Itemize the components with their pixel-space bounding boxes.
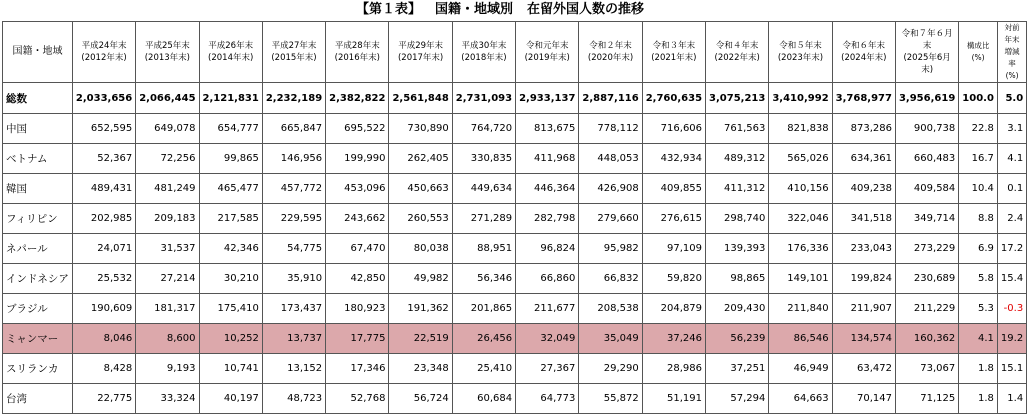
- year-era-label: 平成26年末: [208, 41, 254, 51]
- table-title: [0, 0, 1000, 20]
- table-number: 【第１表】: [355, 2, 421, 17]
- population-cell: 450,663: [389, 174, 452, 204]
- population-cell: 208,538: [579, 294, 642, 324]
- population-cell: 67,470: [326, 234, 389, 264]
- year-era-label: 平成25年末: [144, 41, 190, 51]
- population-cell: 873,286: [832, 114, 895, 144]
- population-cell: 217,585: [199, 204, 262, 234]
- share-cell: 22.8: [959, 114, 998, 144]
- year-header: [199, 22, 262, 83]
- population-cell: 29,290: [579, 354, 642, 384]
- share-cell: 6.9: [959, 234, 998, 264]
- population-cell: 96,824: [516, 234, 579, 264]
- population-cell: 42,346: [199, 234, 262, 264]
- population-cell: 10,252: [199, 324, 262, 354]
- population-cell: 2,760,635: [642, 83, 705, 114]
- year-ad-label: (2013年末): [144, 53, 190, 63]
- population-cell: 411,312: [706, 174, 769, 204]
- population-cell: 33,324: [136, 384, 199, 414]
- country-name: ミャンマー: [3, 324, 73, 354]
- year-header: [136, 22, 199, 83]
- year-ad-label: (2012年末): [81, 53, 127, 63]
- population-cell: 54,775: [262, 234, 325, 264]
- year-header: [706, 22, 769, 83]
- population-cell: 453,096: [326, 174, 389, 204]
- population-cell: 8,428: [72, 354, 135, 384]
- population-cell: 649,078: [136, 114, 199, 144]
- population-cell: 262,405: [389, 144, 452, 174]
- population-cell: 176,336: [769, 234, 832, 264]
- population-cell: 8,046: [72, 324, 135, 354]
- population-cell: 821,838: [769, 114, 832, 144]
- country-name: 総数: [3, 83, 73, 114]
- share-header-line: (%): [971, 53, 985, 62]
- population-cell: 13,152: [262, 354, 325, 384]
- share-cell: 5.8: [959, 264, 998, 294]
- population-cell: 202,985: [72, 204, 135, 234]
- year-header: [452, 22, 515, 83]
- country-name: ベトナム: [3, 144, 73, 174]
- year-ad-label: (2019年末): [524, 53, 570, 63]
- year-era-label: 平成27年末: [271, 41, 317, 51]
- population-cell: 260,553: [389, 204, 452, 234]
- population-cell: 349,714: [895, 204, 958, 234]
- population-cell: 70,147: [832, 384, 895, 414]
- population-cell: 2,933,137: [516, 83, 579, 114]
- growth-cell: 0.1: [997, 174, 1026, 204]
- population-cell: 410,156: [769, 174, 832, 204]
- population-cell: 64,773: [516, 384, 579, 414]
- population-cell: 2,561,848: [389, 83, 452, 114]
- population-cell: 199,824: [832, 264, 895, 294]
- population-cell: 72,256: [136, 144, 199, 174]
- growth-cell: 17.2: [997, 234, 1026, 264]
- population-cell: 273,229: [895, 234, 958, 264]
- population-cell: 3,075,213: [706, 83, 769, 114]
- population-cell: 27,214: [136, 264, 199, 294]
- population-cell: 146,956: [262, 144, 325, 174]
- population-cell: 233,043: [832, 234, 895, 264]
- total-row: [3, 83, 1027, 114]
- population-cell: 175,410: [199, 294, 262, 324]
- population-cell: 173,437: [262, 294, 325, 324]
- share-cell: 10.4: [959, 174, 998, 204]
- table-subject: 国籍・地域別: [434, 2, 513, 17]
- growth-cell: 2.4: [997, 204, 1026, 234]
- population-cell: 409,855: [642, 174, 705, 204]
- population-cell: 22,775: [72, 384, 135, 414]
- population-cell: 37,251: [706, 354, 769, 384]
- population-cell: 730,890: [389, 114, 452, 144]
- population-cell: 25,410: [452, 354, 515, 384]
- year-era-label: 令和２年末: [589, 41, 632, 51]
- population-cell: 3,410,992: [769, 83, 832, 114]
- year-era-label: 令和３年末: [652, 41, 696, 51]
- population-cell: 230,689: [895, 264, 958, 294]
- population-cell: 71,125: [895, 384, 958, 414]
- population-cell: 32,049: [516, 324, 579, 354]
- population-cell: 2,066,445: [136, 83, 199, 114]
- population-cell: 23,348: [389, 354, 452, 384]
- population-cell: 276,615: [642, 204, 705, 234]
- table-row: [3, 174, 1027, 204]
- population-cell: 63,472: [832, 354, 895, 384]
- population-cell: 56,239: [706, 324, 769, 354]
- country-name: スリランカ: [3, 354, 73, 384]
- population-cell: 446,364: [516, 174, 579, 204]
- table-row: [3, 384, 1027, 414]
- population-cell: 17,775: [326, 324, 389, 354]
- population-cell: 489,431: [72, 174, 135, 204]
- population-cell: 59,820: [642, 264, 705, 294]
- population-cell: 52,367: [72, 144, 135, 174]
- population-cell: 35,049: [579, 324, 642, 354]
- population-cell: 57,294: [706, 384, 769, 414]
- population-cell: 634,361: [832, 144, 895, 174]
- table-row: [3, 234, 1027, 264]
- population-cell: 24,071: [72, 234, 135, 264]
- year-header: [389, 22, 452, 83]
- population-cell: 27,367: [516, 354, 579, 384]
- year-header: [579, 22, 642, 83]
- table-row: [3, 294, 1027, 324]
- growth-cell: 3.1: [997, 114, 1026, 144]
- country-name: 韓国: [3, 174, 73, 204]
- share-cell: 1.8: [959, 354, 998, 384]
- population-cell: 25,532: [72, 264, 135, 294]
- share-cell: 1.8: [959, 384, 998, 414]
- population-cell: 60,684: [452, 384, 515, 414]
- population-cell: 139,393: [706, 234, 769, 264]
- population-cell: 199,990: [326, 144, 389, 174]
- population-cell: 2,731,093: [452, 83, 515, 114]
- population-cell: 37,246: [642, 324, 705, 354]
- year-ad-label: (2021年末): [651, 53, 697, 63]
- year-header: [262, 22, 325, 83]
- growth-cell: -0.3: [997, 294, 1026, 324]
- year-header: [642, 22, 705, 83]
- population-cell: 26,456: [452, 324, 515, 354]
- population-cell: 2,382,822: [326, 83, 389, 114]
- region-header: 国籍・地域: [3, 22, 73, 83]
- share-cell: 5.3: [959, 294, 998, 324]
- country-name: フィリピン: [3, 204, 73, 234]
- population-cell: 2,121,831: [199, 83, 262, 114]
- population-cell: 30,210: [199, 264, 262, 294]
- country-name: 中国: [3, 114, 73, 144]
- population-cell: 465,477: [199, 174, 262, 204]
- population-cell: 73,067: [895, 354, 958, 384]
- table-heading: 在留外国人数の推移: [527, 2, 645, 17]
- population-cell: 98,865: [706, 264, 769, 294]
- year-ad-label: (2020年末): [587, 53, 634, 63]
- population-cell: 160,362: [895, 324, 958, 354]
- year-ad-label: (2016年末): [334, 53, 380, 63]
- population-cell: 279,660: [579, 204, 642, 234]
- population-cell: 409,584: [895, 174, 958, 204]
- population-cell: 2,033,656: [72, 83, 135, 114]
- growth-cell: 5.0: [997, 83, 1026, 114]
- table-row: [3, 264, 1027, 294]
- share-header: [959, 22, 998, 83]
- table-row: [3, 144, 1027, 174]
- population-cell: 211,907: [832, 294, 895, 324]
- population-cell: 665,847: [262, 114, 325, 144]
- year-era-label: 平成29年末: [398, 41, 444, 51]
- population-cell: 432,934: [642, 144, 705, 174]
- year-ad-label: (2025年6月末): [903, 53, 951, 75]
- population-cell: 3,768,977: [832, 83, 895, 114]
- population-cell: 341,518: [832, 204, 895, 234]
- population-cell: 411,968: [516, 144, 579, 174]
- population-cell: 229,595: [262, 204, 325, 234]
- population-cell: 97,109: [642, 234, 705, 264]
- population-cell: 181,317: [136, 294, 199, 324]
- year-ad-label: (2015年末): [271, 53, 317, 63]
- population-cell: 282,798: [516, 204, 579, 234]
- population-cell: 40,197: [199, 384, 262, 414]
- population-cell: 764,720: [452, 114, 515, 144]
- share-cell: 16.7: [959, 144, 998, 174]
- population-cell: 209,430: [706, 294, 769, 324]
- population-cell: 8,600: [136, 324, 199, 354]
- year-era-label: 令和７年６月末: [901, 29, 953, 51]
- population-cell: 243,662: [326, 204, 389, 234]
- table-row: [3, 354, 1027, 384]
- population-cell: 46,949: [769, 354, 832, 384]
- population-cell: 48,723: [262, 384, 325, 414]
- population-cell: 51,191: [642, 384, 705, 414]
- population-cell: 180,923: [326, 294, 389, 324]
- year-header: [72, 22, 135, 83]
- population-cell: 55,872: [579, 384, 642, 414]
- population-cell: 322,046: [769, 204, 832, 234]
- population-cell: 31,537: [136, 234, 199, 264]
- table-row: [3, 324, 1027, 354]
- population-cell: 271,289: [452, 204, 515, 234]
- population-cell: 298,740: [706, 204, 769, 234]
- table-row: [3, 204, 1027, 234]
- population-cell: 56,346: [452, 264, 515, 294]
- population-cell: 22,519: [389, 324, 452, 354]
- population-cell: 900,738: [895, 114, 958, 144]
- country-name: ブラジル: [3, 294, 73, 324]
- population-cell: 211,229: [895, 294, 958, 324]
- growth-cell: 1.4: [997, 384, 1026, 414]
- population-cell: 35,910: [262, 264, 325, 294]
- population-cell: 448,053: [579, 144, 642, 174]
- year-ad-label: (2024年末): [841, 53, 887, 63]
- share-cell: 8.8: [959, 204, 998, 234]
- population-cell: 66,860: [516, 264, 579, 294]
- population-cell: 761,563: [706, 114, 769, 144]
- population-cell: 489,312: [706, 144, 769, 174]
- year-ad-label: (2014年末): [208, 53, 254, 63]
- share-cell: 4.1: [959, 324, 998, 354]
- population-cell: 190,609: [72, 294, 135, 324]
- population-cell: 457,772: [262, 174, 325, 204]
- year-header: [832, 22, 895, 83]
- population-cell: 449,634: [452, 174, 515, 204]
- year-era-label: 令和４年末: [715, 41, 759, 51]
- year-ad-label: (2018年末): [461, 53, 507, 63]
- growth-header-line: (%): [1005, 71, 1019, 80]
- population-cell: 778,112: [579, 114, 642, 144]
- population-cell: 49,982: [389, 264, 452, 294]
- year-header: [516, 22, 579, 83]
- growth-cell: 4.1: [997, 144, 1026, 174]
- population-cell: 13,737: [262, 324, 325, 354]
- country-name: ネパール: [3, 234, 73, 264]
- population-cell: 66,832: [579, 264, 642, 294]
- population-cell: 716,606: [642, 114, 705, 144]
- year-ad-label: (2023年末): [777, 53, 824, 63]
- population-cell: 86,546: [769, 324, 832, 354]
- population-cell: 56,724: [389, 384, 452, 414]
- year-era-label: 令和元年末: [525, 41, 569, 51]
- share-header-line: 構成比: [966, 41, 990, 50]
- year-era-label: 令和６年末: [842, 41, 886, 51]
- country-name: インドネシア: [3, 264, 73, 294]
- population-cell: 204,879: [642, 294, 705, 324]
- population-cell: 10,741: [199, 354, 262, 384]
- table-body: [3, 83, 1027, 414]
- population-cell: 426,908: [579, 174, 642, 204]
- population-cell: 80,038: [389, 234, 452, 264]
- year-header: [769, 22, 832, 83]
- population-cell: 2,887,116: [579, 83, 642, 114]
- year-era-label: 平成28年末: [334, 41, 380, 51]
- country-name: 台湾: [3, 384, 73, 414]
- population-cell: 149,101: [769, 264, 832, 294]
- population-cell: 42,850: [326, 264, 389, 294]
- growth-header-line: 対前年末: [1004, 23, 1020, 44]
- year-ad-label: (2017年末): [397, 53, 444, 63]
- population-cell: 99,865: [199, 144, 262, 174]
- population-cell: 2,232,189: [262, 83, 325, 114]
- year-ad-label: (2022年末): [714, 53, 760, 63]
- population-cell: 330,835: [452, 144, 515, 174]
- year-era-label: 平成24年末: [81, 41, 127, 51]
- population-cell: 813,675: [516, 114, 579, 144]
- population-cell: 95,982: [579, 234, 642, 264]
- population-cell: 409,238: [832, 174, 895, 204]
- growth-cell: 15.4: [997, 264, 1026, 294]
- header-row: [3, 22, 1027, 83]
- growth-cell: 19.2: [997, 324, 1026, 354]
- population-cell: 695,522: [326, 114, 389, 144]
- population-cell: 28,986: [642, 354, 705, 384]
- year-era-label: 令和５年末: [779, 41, 822, 51]
- population-cell: 88,951: [452, 234, 515, 264]
- population-cell: 201,865: [452, 294, 515, 324]
- year-era-label: 平成30年末: [461, 41, 507, 51]
- population-cell: 3,956,619: [895, 83, 958, 114]
- population-cell: 52,768: [326, 384, 389, 414]
- population-cell: 654,777: [199, 114, 262, 144]
- population-cell: 17,346: [326, 354, 389, 384]
- growth-header: [997, 22, 1026, 83]
- growth-cell: 15.1: [997, 354, 1026, 384]
- population-cell: 134,574: [832, 324, 895, 354]
- foreign-residents-table: [2, 21, 1027, 414]
- year-header: [326, 22, 389, 83]
- population-cell: 209,183: [136, 204, 199, 234]
- population-cell: 64,663: [769, 384, 832, 414]
- population-cell: 9,193: [136, 354, 199, 384]
- population-cell: 660,483: [895, 144, 958, 174]
- population-cell: 565,026: [769, 144, 832, 174]
- population-cell: 481,249: [136, 174, 199, 204]
- share-cell: 100.0: [959, 83, 998, 114]
- year-header: [895, 22, 958, 83]
- population-cell: 211,677: [516, 294, 579, 324]
- growth-header-line: 増減率: [1004, 47, 1020, 68]
- population-cell: 191,362: [389, 294, 452, 324]
- population-cell: 211,840: [769, 294, 832, 324]
- table-row: [3, 114, 1027, 144]
- population-cell: 652,595: [72, 114, 135, 144]
